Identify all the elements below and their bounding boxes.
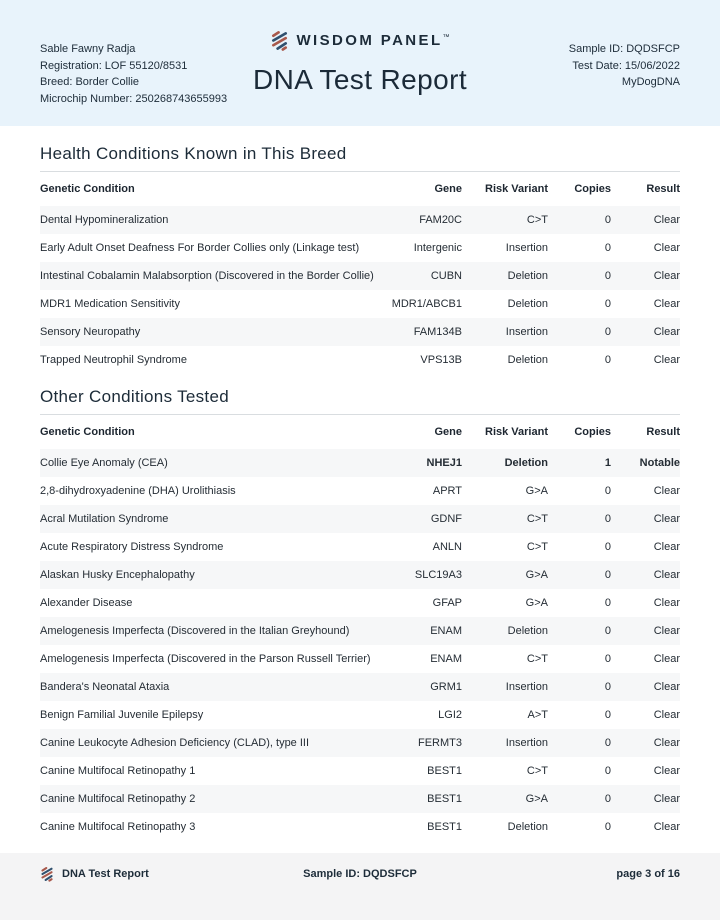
table-row: [40, 561, 680, 589]
copies-cell: 0: [604, 793, 611, 805]
result-cell: Clear: [653, 270, 680, 282]
table-row: [40, 673, 680, 701]
column-header: Gene: [434, 426, 462, 438]
risk-variant-cell: Insertion: [505, 326, 548, 338]
copies-cell: 0: [604, 737, 611, 749]
footer-sample-id: Sample ID: DQDSFCP: [303, 868, 417, 880]
risk-variant-cell: Deletion: [507, 821, 548, 833]
report-header: [0, 0, 720, 126]
condition-cell: Amelogenesis Imperfecta (Discovered in the Parson Russell Terrier): [40, 653, 371, 665]
copies-cell: 0: [604, 242, 611, 254]
wisdom-panel-logo: [270, 28, 449, 52]
column-header: Risk Variant: [485, 426, 548, 438]
table-row: [40, 290, 680, 318]
gene-cell: VPS13B: [420, 354, 462, 366]
copies-cell: 0: [604, 326, 611, 338]
dog-info-block: [40, 0, 250, 126]
condition-cell: Canine Multifocal Retinopathy 3: [40, 821, 196, 833]
report-title: DNA Test Report: [252, 63, 468, 95]
risk-variant-cell: Deletion: [507, 270, 548, 282]
copies-cell: 0: [604, 541, 611, 553]
table-row: [40, 533, 680, 561]
trademark-symbol: ™: [442, 33, 450, 41]
risk-variant-cell: A>T: [527, 709, 548, 721]
copies-cell: 0: [604, 485, 611, 497]
condition-cell: Acral Mutilation Syndrome: [40, 513, 169, 525]
risk-variant-cell: Deletion: [504, 457, 548, 469]
table-header-row: [40, 172, 680, 206]
condition-cell: MDR1 Medication Sensitivity: [40, 298, 180, 310]
table-row: [40, 234, 680, 262]
risk-variant-cell: Insertion: [505, 681, 548, 693]
dna-helix-icon: [270, 30, 289, 51]
gene-cell: FAM20C: [419, 214, 462, 226]
gene-cell: GRM1: [430, 681, 462, 693]
risk-variant-cell: C>T: [526, 541, 548, 553]
gene-cell: MDR1/ABCB1: [391, 298, 462, 310]
table-row: [40, 589, 680, 617]
brand-block: [250, 0, 470, 126]
table-row: [40, 645, 680, 673]
table-row: [40, 449, 680, 477]
gene-cell: BEST1: [427, 793, 462, 805]
condition-cell: Canine Leukocyte Adhesion Deficiency (CLAD), type III: [40, 737, 310, 749]
dog-registration: Registration: LOF 55120/8531: [40, 59, 188, 72]
column-header: Result: [646, 183, 680, 195]
table-row: [40, 757, 680, 785]
table-row: [40, 206, 680, 234]
result-cell: Clear: [653, 354, 680, 366]
gene-cell: SLC19A3: [414, 569, 462, 581]
copies-cell: 0: [604, 513, 611, 525]
sample-info-block: [470, 0, 680, 126]
risk-variant-cell: G>A: [525, 569, 548, 581]
copies-cell: 0: [604, 653, 611, 665]
risk-variant-cell: Insertion: [505, 242, 548, 254]
table-row: [40, 729, 680, 757]
gene-cell: BEST1: [427, 821, 462, 833]
result-cell: Clear: [653, 597, 680, 609]
risk-variant-cell: Deletion: [507, 625, 548, 637]
table-header-row: [40, 415, 680, 449]
section-title: Other Conditions Tested: [40, 387, 680, 415]
condition-cell: 2,8-dihydroxyadenine (DHA) Urolithiasis: [40, 485, 236, 497]
copies-cell: 0: [604, 765, 611, 777]
result-cell: Clear: [653, 541, 680, 553]
product-name: MyDogDNA: [621, 76, 680, 88]
condition-cell: Sensory Neuropathy: [40, 326, 141, 338]
gene-cell: APRT: [432, 485, 462, 497]
column-header: Copies: [574, 426, 611, 438]
column-header: Gene: [434, 183, 462, 195]
conditions-table: [40, 415, 680, 841]
gene-cell: FERMT3: [418, 737, 462, 749]
risk-variant-cell: C>T: [526, 653, 548, 665]
table-row: [40, 477, 680, 505]
risk-variant-cell: Deletion: [507, 298, 548, 310]
gene-cell: GDNF: [430, 513, 462, 525]
risk-variant-cell: C>T: [526, 214, 548, 226]
condition-cell: Intestinal Cobalamin Malabsorption (Discovered in the Border Collie): [40, 270, 374, 282]
gene-cell: GFAP: [432, 597, 462, 609]
footer-brand: [40, 864, 250, 884]
result-cell: Clear: [653, 569, 680, 581]
report-footer: [0, 853, 720, 920]
table-row: [40, 813, 680, 841]
table-row: [40, 346, 680, 374]
column-header: Result: [646, 426, 680, 438]
condition-cell: Amelogenesis Imperfecta (Discovered in the Italian Greyhound): [40, 625, 350, 637]
copies-cell: 0: [604, 709, 611, 721]
condition-cell: Dental Hypomineralization: [40, 214, 169, 226]
condition-cell: Benign Familial Juvenile Epilepsy: [40, 709, 204, 721]
result-cell: Clear: [653, 737, 680, 749]
copies-cell: 0: [604, 354, 611, 366]
result-cell: Clear: [653, 681, 680, 693]
condition-cell: Alaskan Husky Encephalopathy: [40, 569, 195, 581]
gene-cell: ANLN: [432, 541, 462, 553]
footer-report-label: DNA Test Report: [62, 868, 149, 880]
column-header: Copies: [574, 183, 611, 195]
condition-cell: Alexander Disease: [40, 597, 133, 609]
report-body: [0, 144, 720, 841]
table-row: [40, 262, 680, 290]
copies-cell: 0: [604, 270, 611, 282]
risk-variant-cell: G>A: [525, 485, 548, 497]
section-title: Health Conditions Known in This Breed: [40, 144, 680, 172]
result-cell: Clear: [653, 793, 680, 805]
dog-breed: Breed: Border Collie: [40, 76, 140, 88]
sample-id: Sample ID: DQDSFCP: [568, 43, 680, 55]
risk-variant-cell: C>T: [526, 513, 548, 525]
table-row: [40, 701, 680, 729]
test-date: Test Date: 15/06/2022: [572, 59, 680, 72]
risk-variant-cell: G>A: [525, 597, 548, 609]
gene-cell: LGI2: [438, 709, 462, 721]
result-cell: Clear: [653, 625, 680, 637]
dog-name: Sable Fawny Radja: [40, 43, 136, 55]
risk-variant-cell: G>A: [525, 793, 548, 805]
risk-variant-cell: C>T: [526, 765, 548, 777]
dog-microchip: Microchip Number: 250268743655993: [40, 92, 228, 105]
result-cell: Clear: [653, 485, 680, 497]
copies-cell: 0: [604, 625, 611, 637]
condition-cell: Collie Eye Anomaly (CEA): [40, 457, 168, 469]
column-header: Genetic Condition: [40, 183, 135, 195]
copies-cell: 0: [604, 214, 611, 226]
condition-cell: Acute Respiratory Distress Syndrome: [40, 541, 224, 553]
result-cell: Clear: [653, 242, 680, 254]
copies-cell: 1: [604, 457, 611, 469]
table-row: [40, 318, 680, 346]
result-cell: Clear: [653, 513, 680, 525]
column-header: Risk Variant: [485, 183, 548, 195]
gene-cell: ENAM: [430, 625, 462, 637]
condition-cell: Canine Multifocal Retinopathy 1: [40, 765, 196, 777]
table-row: [40, 505, 680, 533]
risk-variant-cell: Insertion: [505, 737, 548, 749]
gene-cell: NHEJ1: [426, 457, 462, 469]
copies-cell: 0: [604, 681, 611, 693]
gene-cell: FAM134B: [413, 326, 462, 338]
gene-cell: CUBN: [430, 270, 462, 282]
result-cell: Clear: [653, 326, 680, 338]
wordmark-text: WISDOM PANEL™: [296, 31, 450, 49]
copies-cell: 0: [604, 597, 611, 609]
copies-cell: 0: [604, 298, 611, 310]
footer-page-number: page 3 of 16: [616, 868, 680, 880]
condition-cell: Canine Multifocal Retinopathy 2: [40, 793, 196, 805]
gene-cell: ENAM: [430, 653, 462, 665]
condition-cell: Trapped Neutrophil Syndrome: [40, 354, 187, 366]
result-cell: Clear: [653, 765, 680, 777]
result-cell: Clear: [653, 653, 680, 665]
column-header: Genetic Condition: [40, 426, 135, 438]
gene-cell: Intergenic: [413, 242, 462, 254]
condition-cell: Early Adult Onset Deafness For Border Collies only (Linkage test): [40, 242, 360, 254]
gene-cell: BEST1: [427, 765, 462, 777]
result-cell: Clear: [653, 298, 680, 310]
conditions-table: [40, 172, 680, 374]
result-cell: Clear: [653, 709, 680, 721]
result-cell: Clear: [653, 821, 680, 833]
dna-helix-icon: [40, 866, 54, 882]
table-row: [40, 785, 680, 813]
table-row: [40, 617, 680, 645]
result-cell: Clear: [653, 214, 680, 226]
result-cell: Notable: [639, 457, 680, 469]
copies-cell: 0: [604, 821, 611, 833]
risk-variant-cell: Deletion: [507, 354, 548, 366]
condition-cell: Bandera's Neonatal Ataxia: [40, 681, 170, 693]
copies-cell: 0: [604, 569, 611, 581]
